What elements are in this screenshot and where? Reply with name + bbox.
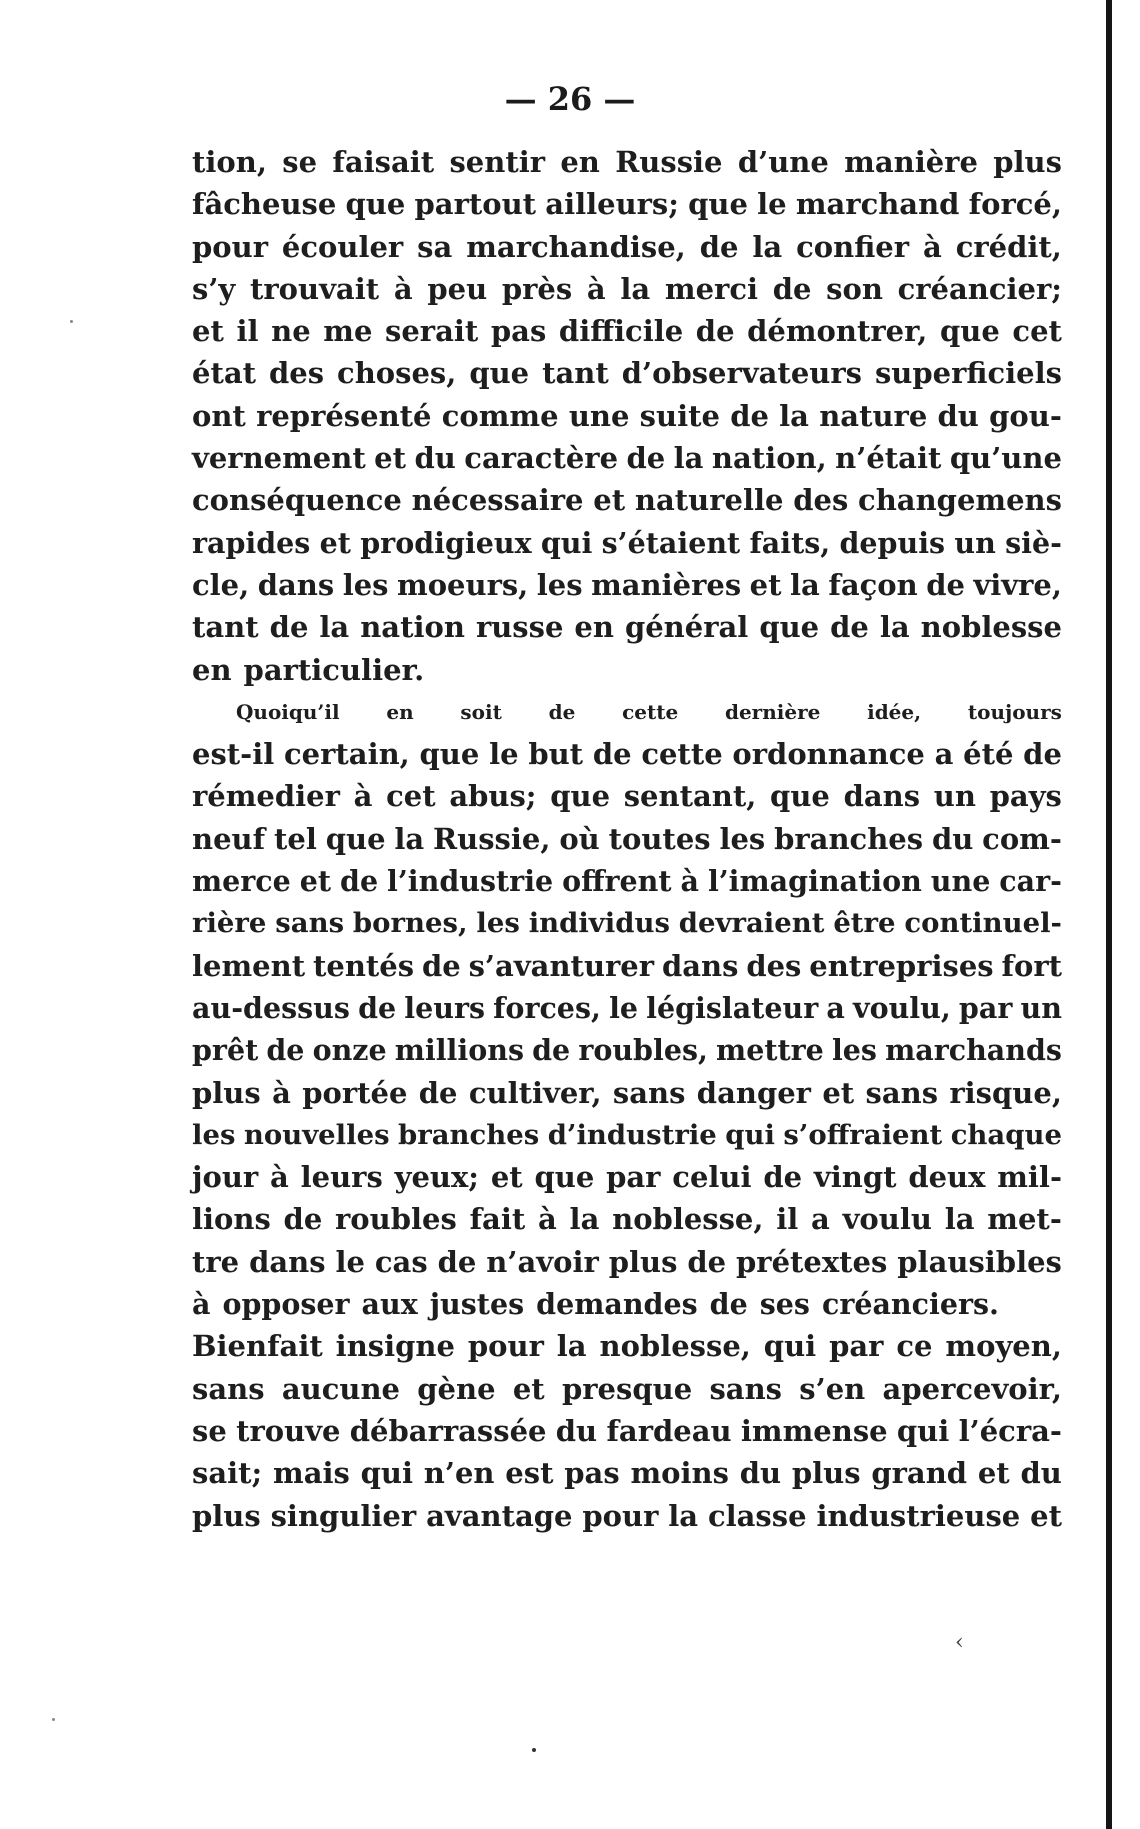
text-line: Quoiqu’il en soit de cette dernière idée, toujours bbox=[236, 699, 1062, 724]
stray-dot bbox=[70, 320, 73, 323]
text-line: lement tentés de s’avanturer dans des entreprises fort bbox=[192, 948, 1062, 983]
binding-edge bbox=[1106, 0, 1112, 1829]
text-line: est-il certain, que le but de cette ordonnance a été de bbox=[192, 737, 1062, 772]
text-line: prêt de onze millions de roubles, mettre les marchands bbox=[192, 1033, 1062, 1068]
text-line: conséquence nécessaire et naturelle des changemens bbox=[192, 483, 1062, 518]
text-line: tant de la nation russe en général que de la noblesse bbox=[192, 610, 1062, 645]
text-line: jour à leurs yeux; et que par celui de vingt deux mil- bbox=[192, 1160, 1062, 1195]
stray-dot bbox=[52, 1718, 55, 1721]
text-line: rémedier à cet abus; que sentant, que dans un pays bbox=[192, 779, 1062, 814]
text-line: rière sans bornes, les individus devraient être continuel- bbox=[192, 907, 1062, 940]
text-line: fâcheuse que partout ailleurs; que le marchand forcé, bbox=[192, 187, 1062, 222]
page-number: — 26 — bbox=[504, 80, 636, 118]
text-line: rapides et prodigieux qui s’étaient faits, depuis un siè- bbox=[192, 525, 1062, 560]
text-line: pour écouler sa marchandise, de la confier à crédit, bbox=[192, 229, 1062, 264]
text-line: plus singulier avantage pour la classe industrieuse et bbox=[192, 1498, 1062, 1533]
text-line: sait; mais qui n’en est pas moins du plus grand et du bbox=[192, 1456, 1062, 1491]
text-line: merce et de l’industrie offrent à l’imagination une car- bbox=[192, 864, 1062, 899]
text-line: au-dessus de leurs forces, le législateur a voulu, par un bbox=[192, 990, 1062, 1025]
stray-dot bbox=[532, 1748, 536, 1752]
text-line: plus à portée de cultiver, sans danger et sans risque, bbox=[192, 1075, 1062, 1110]
text-line: Bienfait insigne pour la noblesse, qui par ce moyen, bbox=[192, 1329, 1062, 1364]
text-line: et il ne me serait pas difficile de démontrer, que cet bbox=[192, 314, 1062, 349]
text-line: neuf tel que la Russie, où toutes les branches du com- bbox=[192, 821, 1062, 856]
text-line: à opposer aux justes demandes de ses créanciers. bbox=[192, 1287, 999, 1322]
text-line: se trouve débarrassée du fardeau immense qui l’écra- bbox=[192, 1413, 1062, 1448]
text-line: sans aucune gène et presque sans s’en apercevoir, bbox=[192, 1371, 1062, 1406]
text-line: état des choses, que tant d’observateurs superficiels bbox=[192, 356, 1062, 391]
body-text bbox=[192, 141, 1062, 1537]
text-line: vernement et du caractère de la nation, n’était qu’une bbox=[192, 441, 1062, 476]
text-line: tion, se faisait sentir en Russie d’une manière plus bbox=[192, 145, 1062, 179]
text-line: cle, dans les moeurs, les manières et la façon de vivre, bbox=[192, 567, 1062, 602]
text-line: les nouvelles branches d’industrie qui s’offraient chaque bbox=[192, 1118, 1062, 1151]
text-line: s’y trouvait à peu près à la merci de son créancier; bbox=[192, 271, 1062, 306]
text-line: lions de roubles fait à la noblesse, il a voulu la met- bbox=[192, 1202, 1062, 1237]
text-line: en particulier. bbox=[192, 652, 425, 687]
text-line: tre dans le cas de n’avoir plus de prétextes plausibles bbox=[192, 1244, 1062, 1279]
text-line: ont représenté comme une suite de la nature du gou- bbox=[192, 398, 1062, 433]
stray-mark: ‹ bbox=[955, 1630, 964, 1655]
